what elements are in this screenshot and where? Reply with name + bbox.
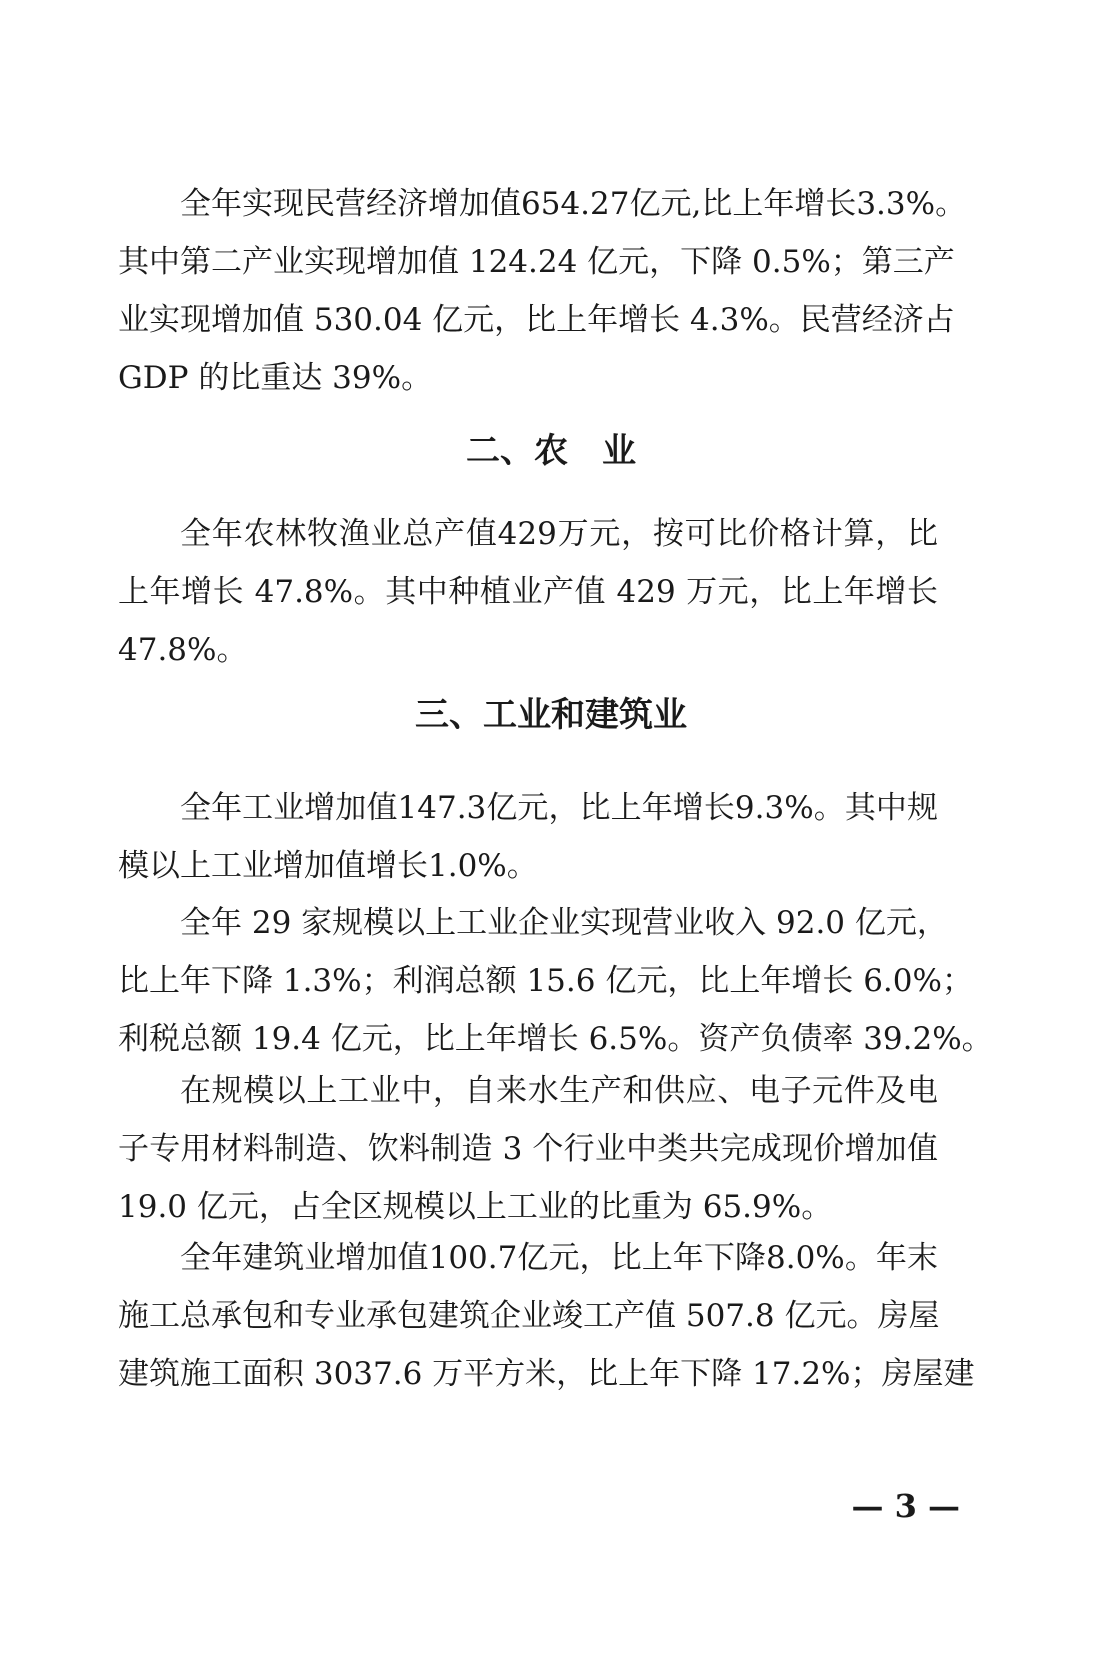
paragraph-industry-enterprises <box>118 894 993 1068</box>
paragraph-line: 其中第二产业实现增加值 124.24 亿元，下降 0.5%；第三产 <box>118 244 955 280</box>
paragraph-line: 47.8%。 <box>118 632 248 668</box>
paragraph-line: 上年增长 47.8%。其中种植业产值 429 万元，比上年增长 <box>118 574 938 610</box>
paragraph-line: GDP 的比重达 39%。 <box>118 360 433 396</box>
paragraph-line: 全年实现民营经济增加值654.27亿元,比上年增长3.3%。 <box>180 186 967 222</box>
paragraph-line: 19.0 亿元，占全区规模以上工业的比重为 65.9%。 <box>118 1189 833 1225</box>
section-heading-industry: 三、工业和建筑业 <box>415 695 687 735</box>
page-number: — 3 — <box>851 1487 960 1525</box>
paragraph-line: 全年建筑业增加值100.7亿元，比上年下降8.0%。年末 <box>180 1240 938 1276</box>
paragraph-line: 业实现增加值 530.04 亿元，比上年增长 4.3%。民营经济占 <box>118 302 955 338</box>
paragraph-industry-sectors <box>118 1062 938 1236</box>
paragraph-line: 模以上工业增加值增长1.0%。 <box>118 848 538 884</box>
paragraph-line: 全年 29 家规模以上工业企业实现营业收入 92.0 亿元， <box>180 905 948 941</box>
paragraph-private-economy <box>118 175 967 407</box>
paragraph-line: 施工总承包和专业承包建筑企业竣工产值 507.8 亿元。房屋 <box>118 1298 940 1334</box>
paragraph-line: 比上年下降 1.3%；利润总额 15.6 亿元，比上年增长 6.0%； <box>118 963 973 999</box>
paragraph-line: 利税总额 19.4 亿元，比上年增长 6.5%。资产负债率 39.2%。 <box>118 1021 993 1057</box>
paragraph-line: 全年工业增加值147.3亿元，比上年增长9.3%。其中规 <box>180 790 938 826</box>
paragraph-line: 在规模以上工业中，自来水生产和供应、电子元件及电 <box>180 1073 938 1109</box>
paragraph-line: 子专用材料制造、饮料制造 3 个行业中类共完成现价增加值 <box>118 1131 938 1167</box>
paragraph-line: 建筑施工面积 3037.6 万平方米，比上年下降 17.2%；房屋建 <box>118 1356 975 1392</box>
paragraph-industry-value-added <box>118 779 938 895</box>
paragraph-construction <box>118 1229 975 1403</box>
paragraph-line: 全年农林牧渔业总产值429万元，按可比价格计算，比 <box>180 516 938 552</box>
section-heading-agriculture: 二、农 业 <box>466 431 636 471</box>
paragraph-agriculture <box>118 505 938 679</box>
